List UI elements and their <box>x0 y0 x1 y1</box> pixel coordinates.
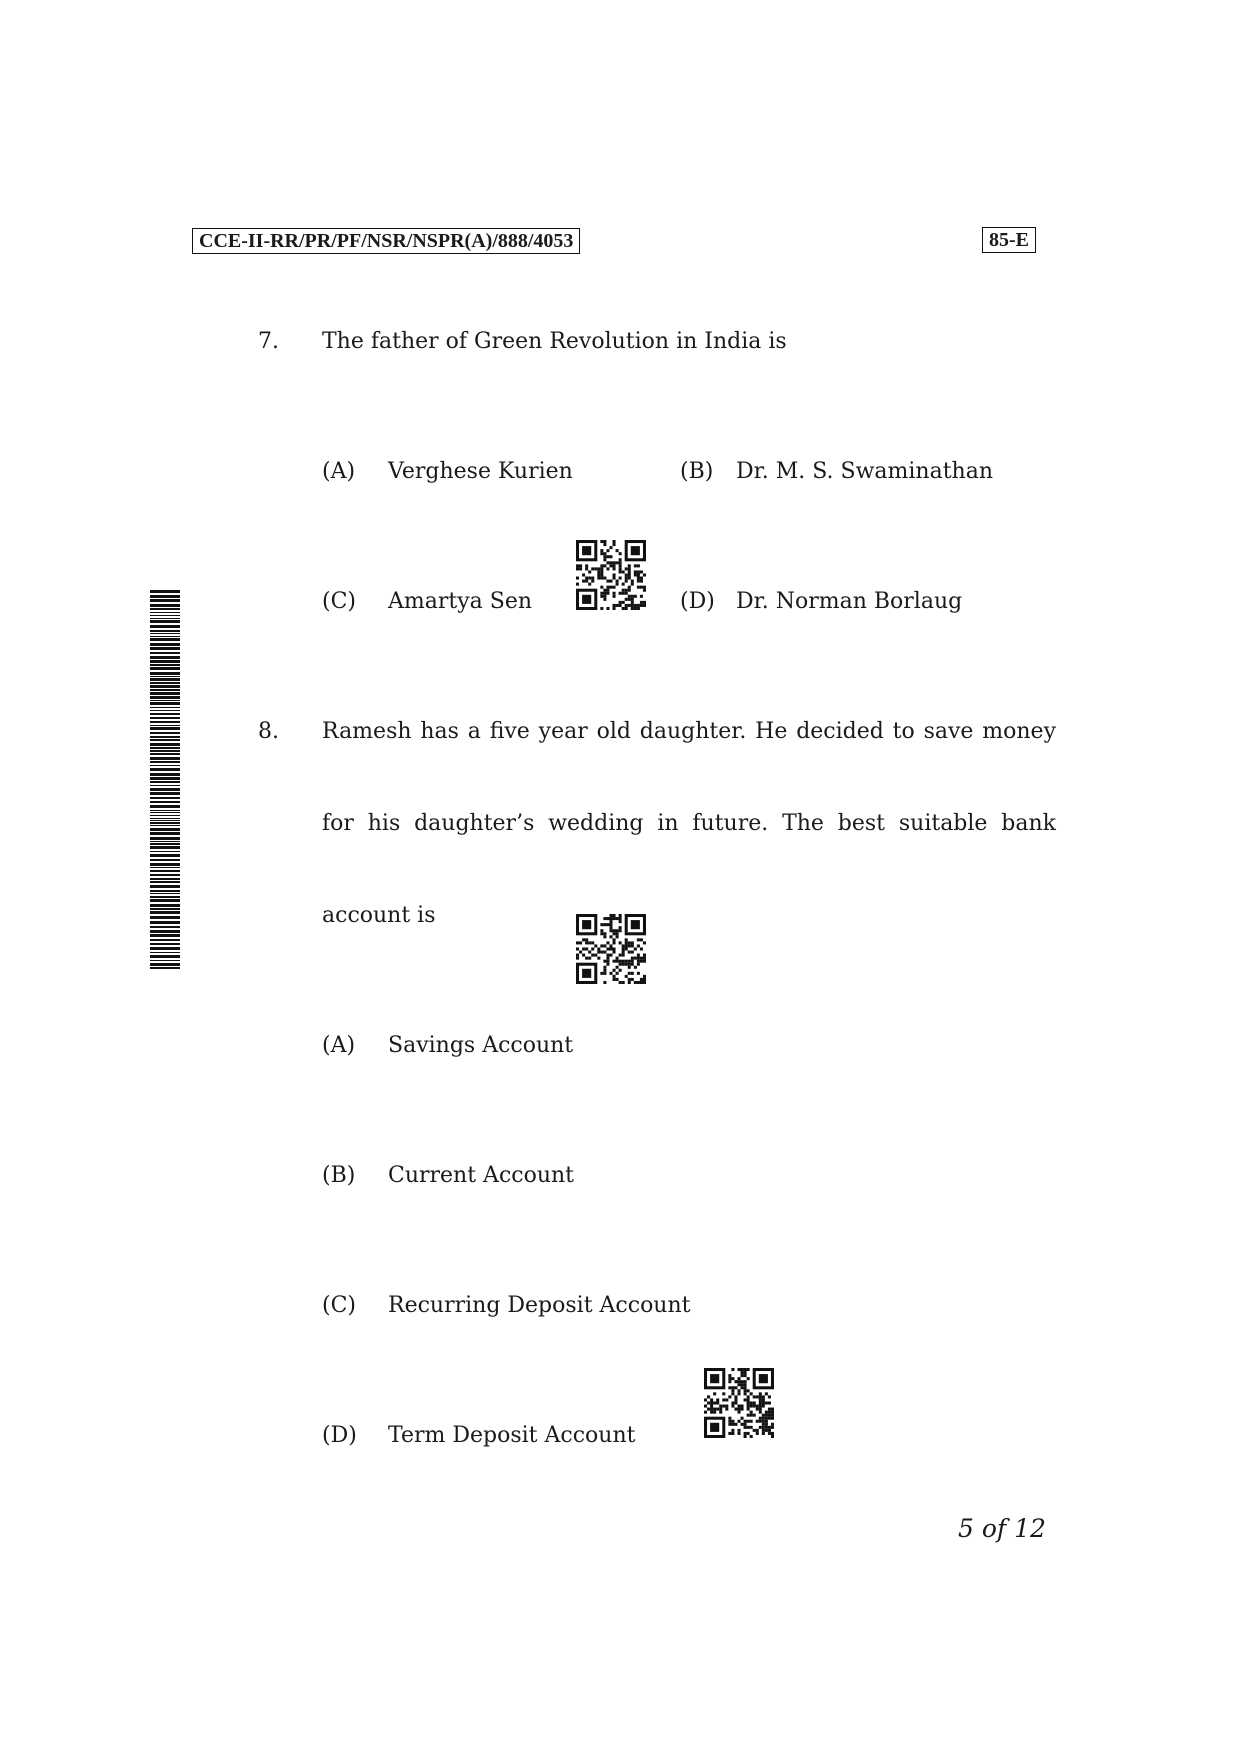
q7-option-a-letter: (A) <box>322 459 356 484</box>
q8-option-a-text: Savings Account <box>388 1033 574 1058</box>
qr-code-1 <box>576 540 646 610</box>
paper-code: 85-E <box>982 227 1036 253</box>
qr-code-2 <box>576 914 646 984</box>
q8-option-d-letter: (D) <box>322 1423 357 1448</box>
page-number: 5 of 12 <box>958 1514 1046 1543</box>
side-barcode <box>150 590 180 972</box>
exam-code: CCE-II-RR/PR/PF/NSR/NSPR(A)/888/4053 <box>192 228 580 254</box>
q8-option-c-letter: (C) <box>322 1293 356 1318</box>
question-8-number: 8. <box>258 719 279 744</box>
q7-option-d-letter: (D) <box>680 589 715 614</box>
question-8-line-1: Ramesh has a five year old daughter. He decided to save money <box>322 719 1056 744</box>
q8-option-b-letter: (B) <box>322 1163 356 1188</box>
question-8-line-3: account is <box>322 903 436 928</box>
q7-option-c-text: Amartya Sen <box>388 589 533 614</box>
question-7-number: 7. <box>258 329 279 354</box>
q8-option-c-text: Recurring Deposit Account <box>388 1293 691 1318</box>
q7-option-d-text: Dr. Norman Borlaug <box>736 589 963 614</box>
question-8-line-2: for his daughter’s wedding in future. The best suitable bank <box>322 811 1056 836</box>
q7-option-a-text: Verghese Kurien <box>388 459 573 484</box>
q7-option-b-text: Dr. M. S. Swaminathan <box>736 459 994 484</box>
q8-option-d-text: Term Deposit Account <box>388 1423 636 1448</box>
q7-option-b-letter: (B) <box>680 459 714 484</box>
qr-code-3 <box>704 1368 774 1438</box>
question-7-text: The father of Green Revolution in India is <box>322 329 787 354</box>
q8-option-a-letter: (A) <box>322 1033 356 1058</box>
q7-option-c-letter: (C) <box>322 589 356 614</box>
q8-option-b-text: Current Account <box>388 1163 575 1188</box>
